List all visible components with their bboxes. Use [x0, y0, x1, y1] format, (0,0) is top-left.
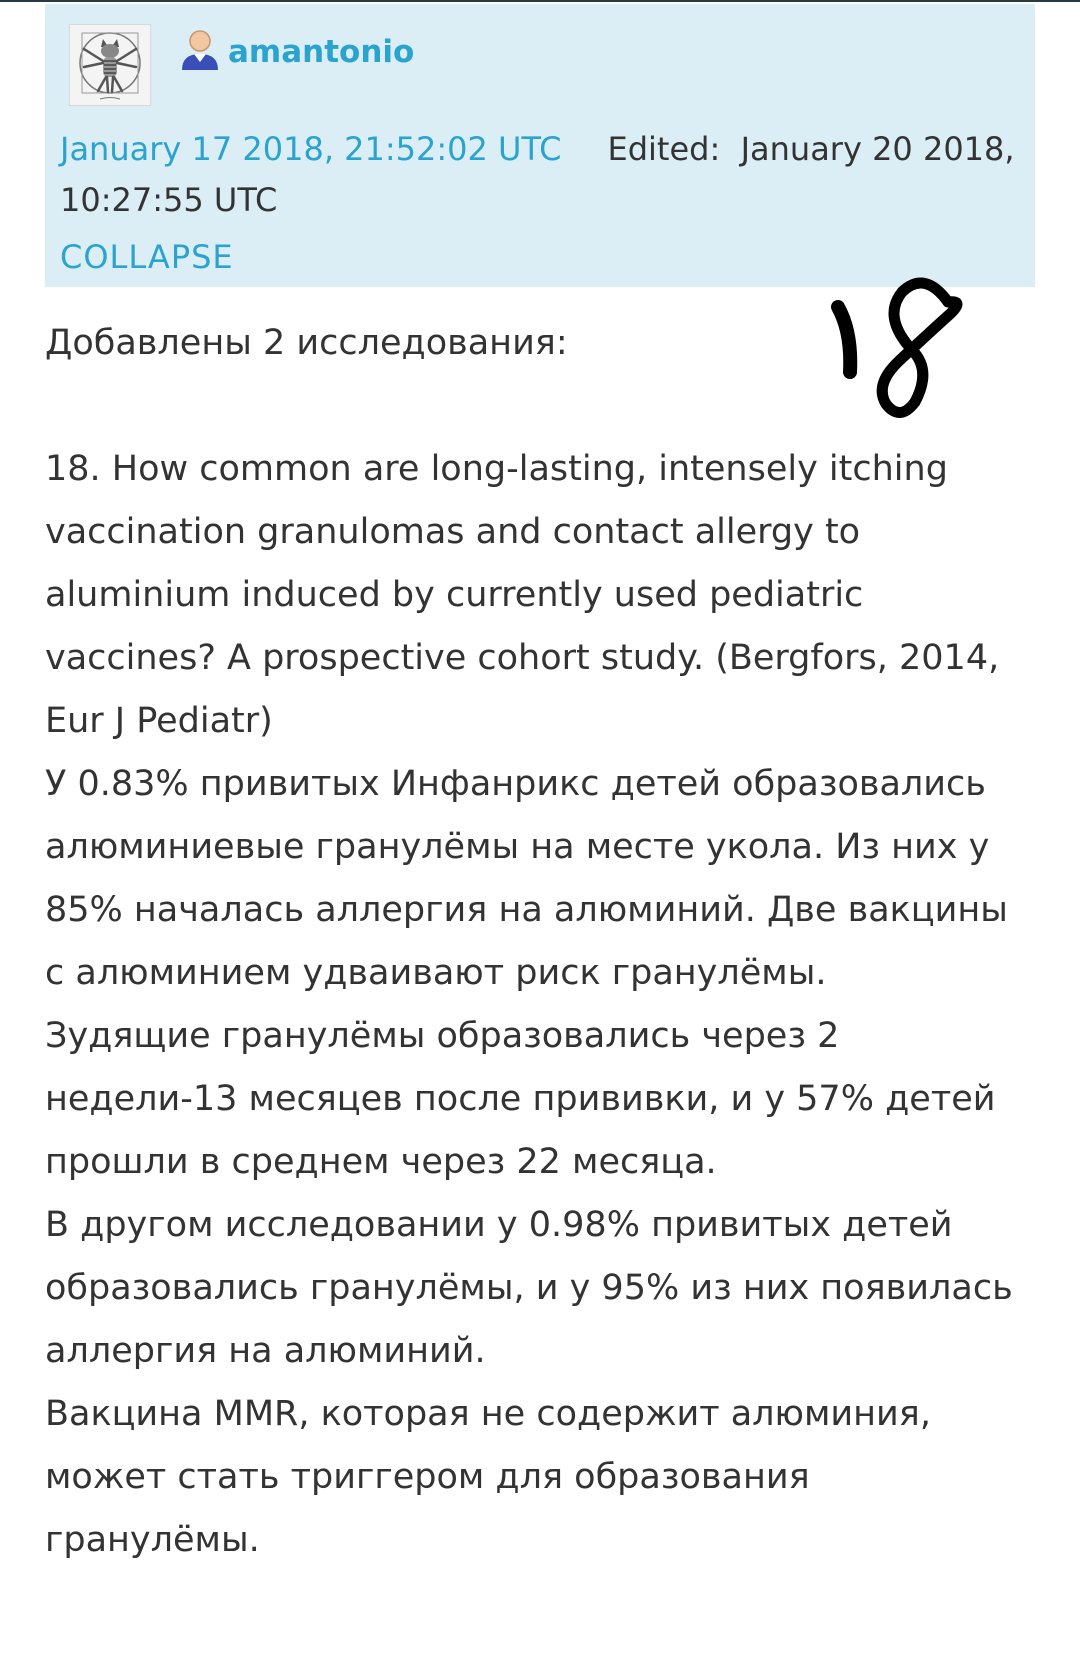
post-header	[45, 4, 1035, 287]
post-date-link[interactable]: January 17 2018, 21:52:02 UTC	[60, 130, 562, 168]
edited-label: Edited:	[607, 130, 721, 168]
paragraph-findings: У 0.83% привитых Инфанрикс детей образовались алюминиевые гранулёмы на месте укола. Из них у 85% началась аллергия на алюминий. Две вакцины с алюминием удваивают риск гранулёмы.	[45, 764, 1020, 993]
user-icon	[176, 26, 224, 74]
user-avatar[interactable]	[69, 24, 151, 106]
post-meta	[60, 124, 1020, 226]
paragraph-study-title: 18. How common are long-lasting, intensely itching vaccination granulomas and contact allergy to aluminium induced by currently used pediatric vaccines? A prospective cohort study. (Bergfors, 2014, Eur J Pediatr)	[45, 449, 1011, 741]
collapse-link[interactable]: COLLAPSE	[60, 238, 234, 276]
paragraph-mmr: Вакцина MMR, которая не содержит алюминия, может стать триггером для образования гранулёмы.	[45, 1394, 943, 1560]
paragraph-other-study: В другом исследовании у 0.98% привитых детей образовались гранулёмы, и у 95% из них появилась аллергия на алюминий.	[45, 1205, 1024, 1371]
paragraph-intro: Добавлены 2 исследования:	[45, 323, 568, 363]
username-link[interactable]: amantonio	[228, 34, 415, 70]
vitruvian-cat-avatar-icon	[70, 25, 150, 105]
post-body	[45, 312, 1035, 1572]
top-border	[0, 0, 1080, 2]
handwritten-annotation	[830, 262, 1000, 432]
paragraph-duration: Зудящие гранулёмы образовались через 2 недели-13 месяцев после прививки, и у 57% детей прошли в среднем через 22 месяца.	[45, 1016, 1007, 1182]
edited-date: January 20 2018, 10:27:55 UTC	[60, 130, 1015, 219]
